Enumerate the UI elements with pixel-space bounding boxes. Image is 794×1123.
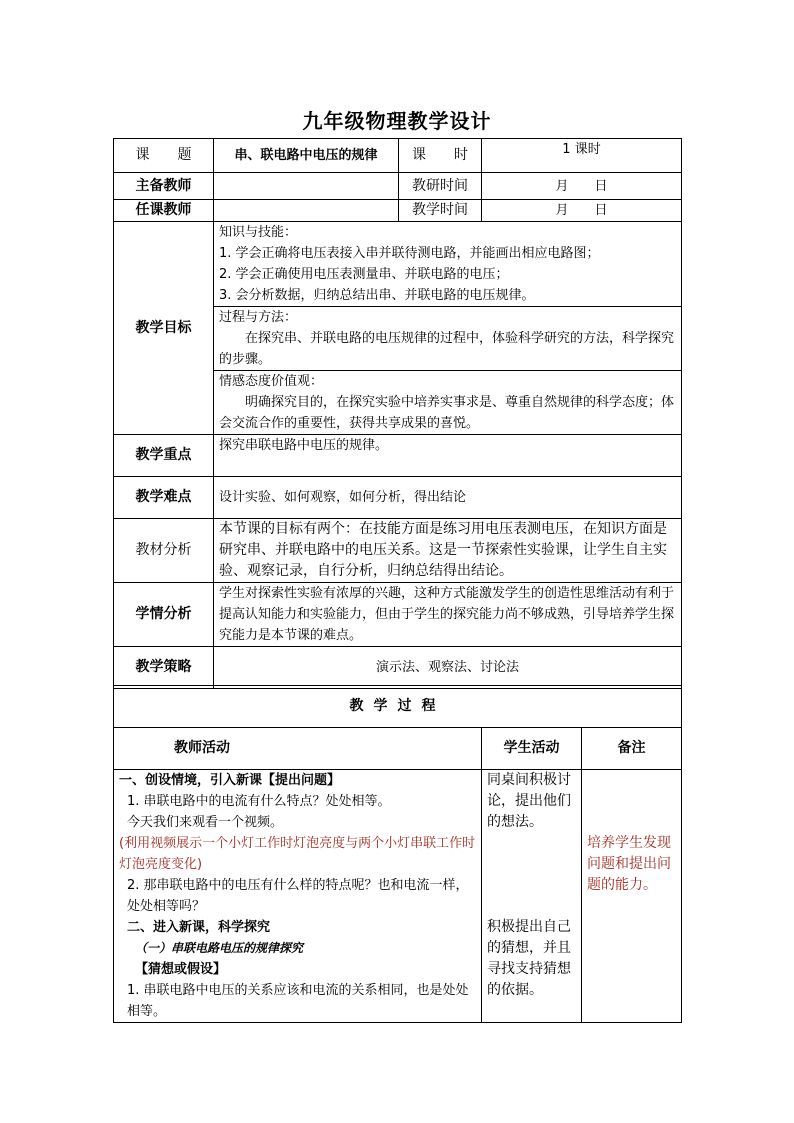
- teacher-activity-cell: [114, 770, 482, 1023]
- research-time-label: 教研时间: [399, 173, 482, 200]
- teacher-step-7: （一）串联电路电压的规律探究: [135, 941, 304, 955]
- process-table: [113, 685, 682, 1023]
- goals-knowledge-2: 2. 学会正确使用电压表测量串、并联电路的电压；: [219, 267, 509, 282]
- student-label: 学情分析: [114, 583, 214, 647]
- teacher-step-5: 2. 那串联电路中的电压有什么样的特点呢？也和电流一样，处处相等吗？: [127, 878, 469, 914]
- teacher-step-6: 二、进入新课，科学探究: [127, 920, 271, 935]
- goals-knowledge-title: 知识与技能：: [219, 225, 298, 240]
- period-label: 课 时: [399, 139, 482, 173]
- goals-emotion: [214, 371, 682, 435]
- teacher-step-4: (利用视频展示一个小灯工作时灯泡亮度与两个小灯串联工作时灯泡亮度变化): [119, 836, 476, 872]
- page-title: 九年级物理教学设计: [302, 109, 492, 133]
- research-time-value: 月 日: [482, 173, 682, 200]
- note-text: 培养学生发现问题和提出问题的能力。: [587, 835, 671, 893]
- material-label: 教材分析: [114, 519, 214, 583]
- goals-emotion-title: 情感态度价值观：: [219, 374, 324, 389]
- teacher-step-3: 今天我们来观看一个视频。: [127, 815, 284, 830]
- lead-teacher-value: [214, 173, 399, 200]
- note-cell: [582, 770, 682, 1023]
- process-title: 教学过程: [114, 686, 682, 728]
- strategy-label: 教学策略: [114, 647, 214, 689]
- lesson-plan-table: [113, 138, 682, 689]
- teacher-step-8: 【猜想或假设】: [135, 962, 227, 977]
- material-value: 本节课的目标有两个：在技能方面是练习用电压表测电压，在知识方面是研究串、并联电路中的电压关系。这是一节探索性实验课，让学生自主实验、观察记录，自行分析，归纳总结得出结论。: [214, 519, 682, 583]
- difficulty-label: 教学难点: [114, 477, 214, 519]
- teacher-step-9: 1. 串联电路中电压的关系应该和电流的关系相同，也是处处相等。: [127, 983, 469, 1019]
- goals-process-text: 在探究串、并联电路的电压规律的过程中，体验科学研究的方法，科学探究的步骤。: [219, 331, 675, 367]
- teaching-time-value: 月 日: [482, 200, 682, 222]
- student-value: 学生对探索性实验有浓厚的兴趣，这种方式能激发学生的创造性思维活动有利于提高认知能力和实验能力，但由于学生的探究能力尚不够成熟，引导培养学生探究能力是本节课的难点。: [214, 583, 682, 647]
- difficulty-value: 设计实验、如何观察，如何分析，得出结论: [214, 477, 682, 519]
- class-teacher-value: [214, 200, 399, 222]
- goals-process: [214, 307, 682, 371]
- col-note-header: 备注: [582, 728, 682, 770]
- student-activity-cell: [482, 770, 582, 1023]
- goals-knowledge-1: 1. 学会正确将电压表接入串并联待测电路，并能画出相应电路图；: [219, 246, 600, 261]
- col-student-header: 学生活动: [482, 728, 582, 770]
- class-teacher-label: 任课教师: [114, 200, 214, 222]
- strategy-value: 演示法、观察法、讨论法: [214, 647, 682, 689]
- goals-process-title: 过程与方法：: [219, 310, 298, 325]
- teacher-step-1: 一、创设情境，引入新课【提出问题】: [119, 773, 341, 788]
- student-activity-1: 同桌间积极讨论，提出他们的想法。: [487, 772, 571, 830]
- teacher-step-2: 1. 串联电路中的电流有什么特点？处处相等。: [127, 794, 391, 809]
- key-value: 探究串联电路中电压的规律。: [214, 435, 682, 477]
- goals-label: 教学目标: [114, 222, 214, 435]
- subject-value: 串、联电路中电压的规律: [214, 139, 399, 173]
- teaching-time-label: 教学时间: [399, 200, 482, 222]
- student-activity-2: 积极提出自己的猜想，并且寻找支持猜想的依据。: [487, 919, 571, 998]
- col-teacher-header: 教师活动: [114, 728, 482, 770]
- goals-emotion-text: 明确探究目的，在探究实验中培养实事求是、尊重自然规律的科学态度；体会交流合作的重要性，获得共享成果的喜悦。: [219, 395, 675, 431]
- lead-teacher-label: 主备教师: [114, 173, 214, 200]
- goals-knowledge: [214, 222, 682, 307]
- subject-label: 课 题: [114, 139, 214, 173]
- key-label: 教学重点: [114, 435, 214, 477]
- goals-knowledge-3: 3. 会分析数据，归纳总结出串、并联电路的电压规律。: [219, 288, 535, 303]
- period-value: 1 课时: [482, 139, 682, 173]
